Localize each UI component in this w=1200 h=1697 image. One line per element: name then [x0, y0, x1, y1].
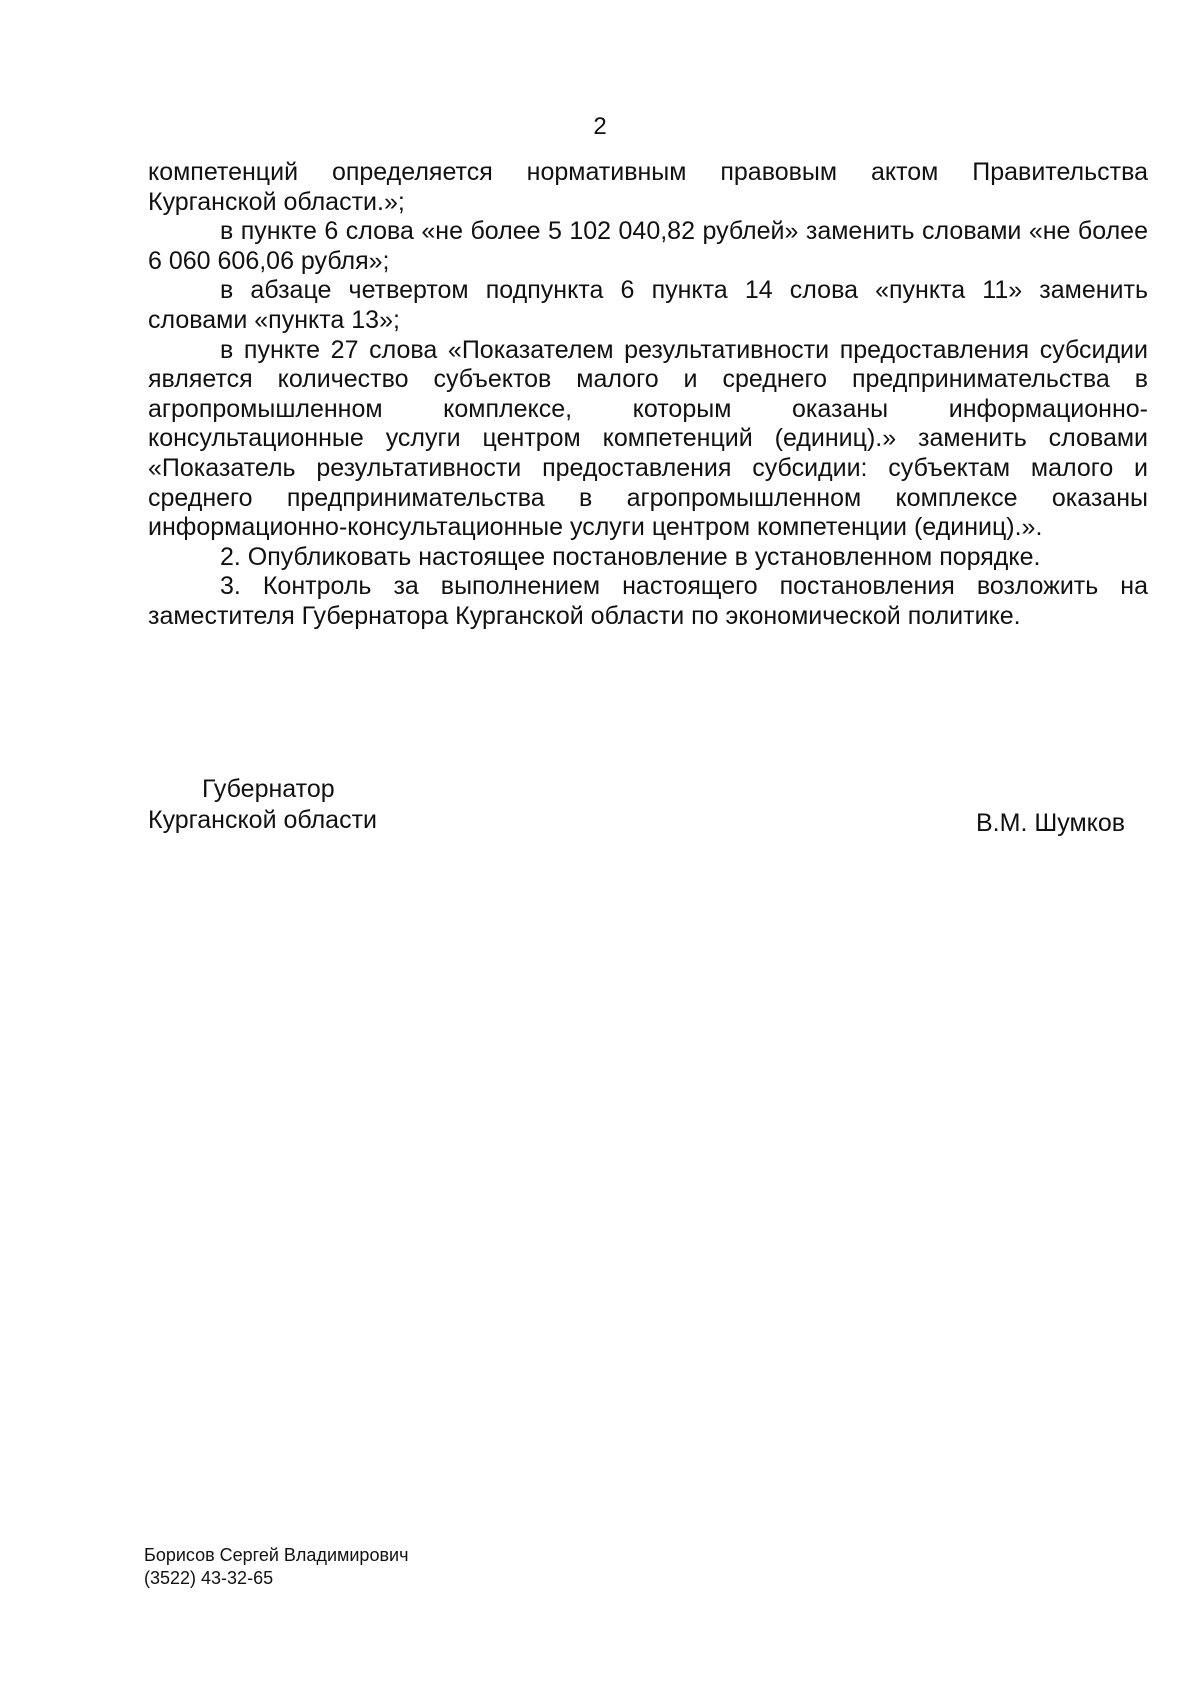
paragraph-item-14: в абзаце четвертом подпункта 6 пункта 14 слова «пункта 11» заменить словами «пункта 13»;	[148, 276, 1148, 334]
paragraph-publish: 2. Опубликовать настоящее постановление в установленном порядке.	[220, 542, 1041, 571]
page-number: 2	[593, 113, 607, 140]
signature-title	[148, 774, 377, 836]
paragraph-item-6: в пункте 6 слова «не более 5 102 040,82 рублей» заменить словами «не более 6 060 606,06 рубля»;	[148, 217, 1148, 275]
signature-region: Курганской области	[148, 806, 378, 834]
executor-name: Борисов Сергей Владимирович	[144, 1545, 409, 1565]
document-body	[148, 158, 1148, 632]
signature-position: Губернатор	[202, 775, 335, 803]
paragraph-item-27: в пункте 27 слова «Показателем результативности предоставления субсидии является количество субъектов малого и среднего предпринимательства в агропромышленном комплексе, которым оказаны информационно-консультационные услуги центром компетенций (единиц).» заменить словами «Показатель результативности предоставления субсидии: субъектам малого и среднего предпринимательства в агропромышленном комплексе оказаны информационно-консультационные услуги центром компетенции (единиц).».	[148, 335, 1148, 542]
executor-phone: (3522) 43-32-65	[144, 1568, 274, 1588]
paragraph-control: 3. Контроль за выполнением настоящего постановления возложить на заместителя Губернатора Курганской области по экономической политике.	[148, 572, 1148, 630]
signature-name: В.М. Шумков	[976, 809, 1126, 837]
paragraph-continuation: компетенций определяется нормативным правовым актом Правительства Курганской области.»;	[148, 158, 1148, 216]
executor-info	[144, 1544, 408, 1590]
